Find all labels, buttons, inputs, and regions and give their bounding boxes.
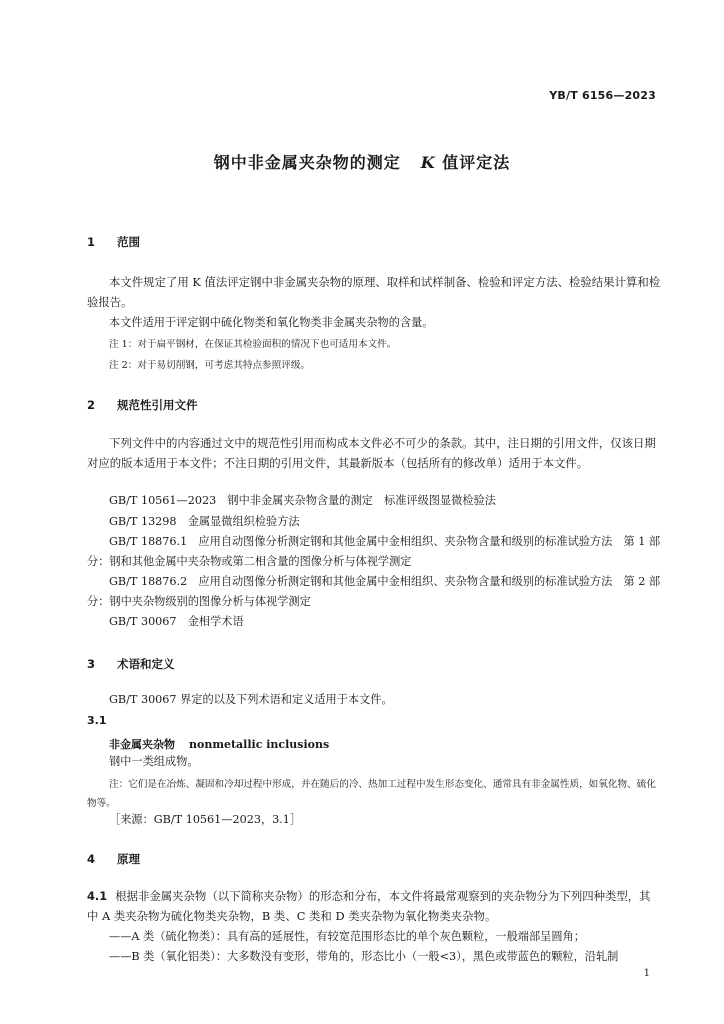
section-1-para-2: 本文件适用于评定钢中硫化物类和氧化物类非金属夹杂物的含量。 [109,316,434,329]
document-title [0,150,724,173]
list-item-b: ——B 类（氧化铝类）：大多数没有变形，带角的，形态比小（一般<3），黑色或带蓝色的颗粒，沿轧制 [109,950,619,963]
title-k: K [420,153,436,172]
reference-4: GB/T 18876.2 应用自动图像分析测定钢和其他金属中金相组织、夹杂物含量和级别的标准试验方法 第 2 部分：钢中夹杂物级别的图像分析与体视学测定 [87,575,661,608]
clause-4-1-text: 根据非金属夹杂物（以下简称夹杂物）的形态和分布，本文件将最常观察到的夹杂物分为下列四种类型，其中 A 类夹杂物为硫化物类夹杂物，B 类、C 类和 D 类夹杂物为氧化物类夹杂物。 [87,889,651,923]
section-2-para-1: 下列文件中的内容通过文中的规范性引用而构成本文件必不可少的条款。其中，注日期的引用文件，仅该日期对应的版本适用于本文件；不注日期的引用文件，其最新版本（包括所有的修改单）适用于本文件。 [87,436,656,470]
clause-4-1-number: 4.1 [87,889,108,903]
section-3-number: 3 [87,657,96,671]
section-1-note-2: 注 2：对于易切削钢，可考虑其特点参照评级。 [109,360,311,371]
section-3-heading [87,656,175,672]
reference-2: GB/T 13298 金属显微组织检验方法 [109,515,300,528]
section-3-title: 术语和定义 [117,657,175,671]
section-3-para-1: GB/T 30067 界定的以及下列术语和定义适用于本文件。 [109,693,393,706]
section-1-note-1: 注 1：对于扁平钢材，在保证其检验面积的情况下也可适用本文件。 [109,339,397,350]
page-number: 1 [643,968,650,979]
reference-5: GB/T 30067 金相学术语 [109,615,244,628]
section-2-number: 2 [87,398,96,412]
section-1-para-1: 本文件规定了用 K 值法评定钢中非金属夹杂物的原理、取样和试样制备、检验和评定方法、检验结果计算和检验报告。 [87,275,661,309]
section-2-title: 规范性引用文件 [117,398,198,412]
title-main: 钢中非金属夹杂物的测定 [213,153,401,172]
section-4-number: 4 [87,852,96,866]
reference-3: GB/T 18876.1 应用自动图像分析测定钢和其他金属中金相组织、夹杂物含量和级别的标准试验方法 第 1 部分：钢和其他金属中夹杂物或第二相含量的图像分析与体视学测定 [87,535,661,568]
section-4-heading [87,851,140,867]
term-note: 注：它们是在冶炼、凝固和冷却过程中形成，并在随后的冷、热加工过程中发生形态变化、通常具有非金属性质，如氧化物、硫化物等。 [87,779,656,809]
list-item-a: ——A 类（硫化物类）：具有高的延展性，有较宽范围形态比的单个灰色颗粒，一般端部呈圆角； [109,930,585,943]
clause-3-1-number: 3.1 [87,714,107,727]
reference-1: GB/T 10561—2023 钢中非金属夹杂物含量的测定 标准评级图显微检验法 [109,494,496,507]
term-definition: 钢中一类组成物。 [109,755,199,768]
standard-code: YB/T 6156—2023 [549,89,656,102]
section-4-title: 原理 [117,852,140,866]
title-tail: 值评定法 [435,153,511,172]
term-cn: 非金属夹杂物 [109,738,175,751]
clause-4-1 [87,886,661,926]
section-2-heading [87,397,198,413]
term-heading [109,736,329,752]
term-en: nonmetallic inclusions [189,738,330,751]
section-1-title: 范围 [117,235,140,249]
term-source: ［来源：GB/T 10561—2023，3.1］ [109,813,302,826]
section-1-heading [87,234,140,250]
section-1-number: 1 [87,235,96,249]
